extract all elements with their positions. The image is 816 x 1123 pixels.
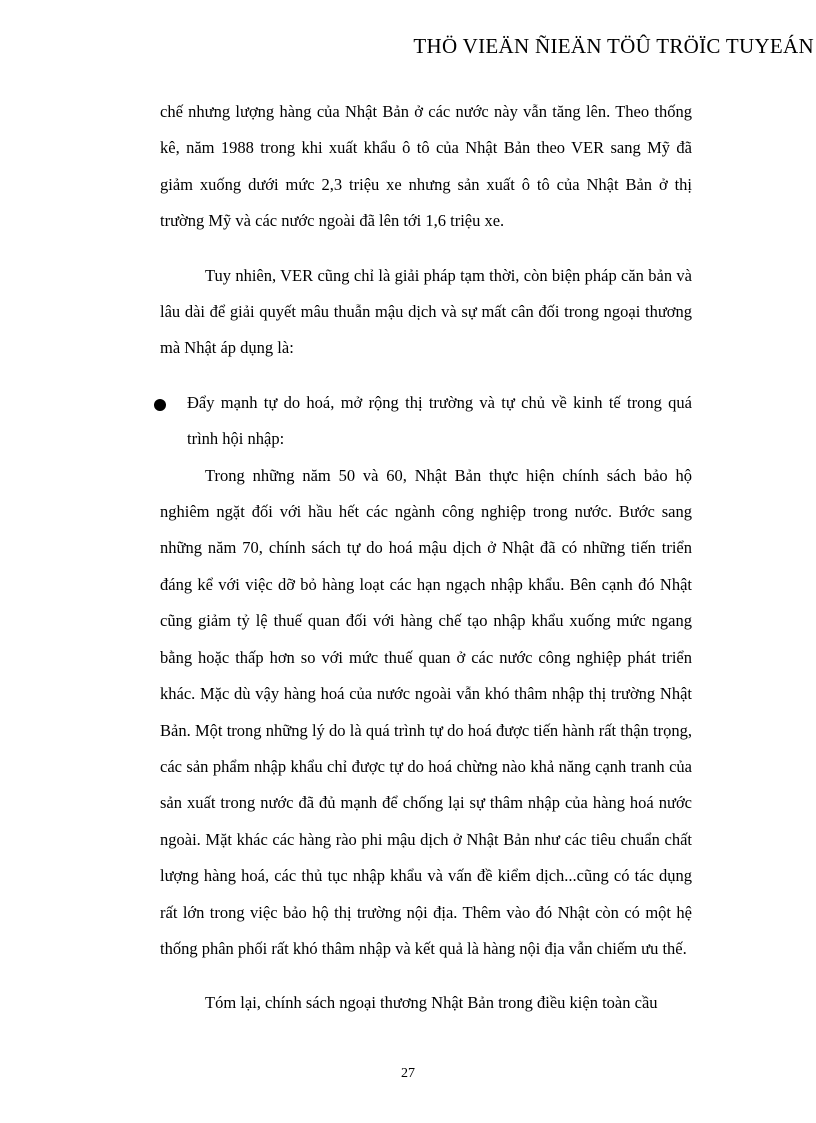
page-number: 27 bbox=[401, 1066, 415, 1081]
paragraph-liberalization: Trong những năm 50 và 60, Nhật Bản thực hiện chính sách bảo hộ nghiêm ngặt đối với hầu hết các ngành công nghiệp trong nước. Bước sang những năm 70, chính sách tự do hoá mậu dịch ở Nhật đã có những tiến triển đáng kể với việc dỡ bỏ hàng loạt các hạn ngạch nhập khẩu. Bên cạnh đó Nhật cũng giảm tỷ lệ thuế quan đối với hàng chế tạo nhập khẩu xuống mức ngang bằng hoặc thấp hơn so với mức thuế quan ở các nước công nghiệp phát triển khác. Mặc dù vậy hàng hoá của nước ngoài vẫn khó thâm nhập thị trường Nhật Bản. Một trong những lý do là quá trình tự do hoá được tiến hành rất thận trọng, các sản phẩm nhập khẩu chỉ được tự do hoá chừng nào khả năng cạnh tranh của sản xuất trong nước đã đủ mạnh để chống lại sự thâm nhập của hàng hoá nước ngoài. Mặt khác các hàng rào phi mậu dịch ở Nhật Bản như các tiêu chuẩn chất lượng hàng hoá, các thủ tục nhập khẩu và vấn đề kiểm dịch...cũng có tác dụng rất lớn trong việc bảo hộ thị trường nội địa. Thêm vào đó Nhật còn có một hệ thống phân phối rất khó thâm nhập và kết quả là hàng nội địa vẫn chiếm ưu thế. bbox=[160, 465, 692, 958]
body-text bbox=[160, 94, 692, 1022]
bullet-dot-icon bbox=[154, 399, 166, 411]
paragraph-summary: Tóm lại, chính sách ngoại thương Nhật Bản trong điều kiện toàn cầu bbox=[205, 993, 658, 1013]
paragraph-ver: Tuy nhiên, VER cũng chỉ là giải pháp tạm thời, còn biện pháp căn bản và lâu dài để giải quyết mâu thuẫn mậu dịch và sự mất cân đối trong ngoại thương mà Nhật áp dụng là: bbox=[160, 265, 692, 358]
library-header: THÖ VIEÄN ÑIEÄN TÖÛ TRÖÏC TUYEÁN bbox=[413, 34, 814, 58]
bullet-item bbox=[160, 385, 692, 458]
paragraph-continuation: chế nhưng lượng hàng của Nhật Bản ở các nước này vẫn tăng lên. Theo thống kê, năm 1988 trong khi xuất khẩu ô tô của Nhật Bản theo VER sang Mỹ đã giảm xuống dưới mức 2,3 triệu xe nhưng sản xuất ô tô của Nhật Bản ở thị trường Mỹ và các nước ngoài đã lên tới 1,6 triệu xe. bbox=[160, 102, 692, 231]
bullet-text: Đẩy mạnh tự do hoá, mở rộng thị trường và tự chủ về kinh tế trong quá trình hội nhập: bbox=[187, 392, 692, 449]
